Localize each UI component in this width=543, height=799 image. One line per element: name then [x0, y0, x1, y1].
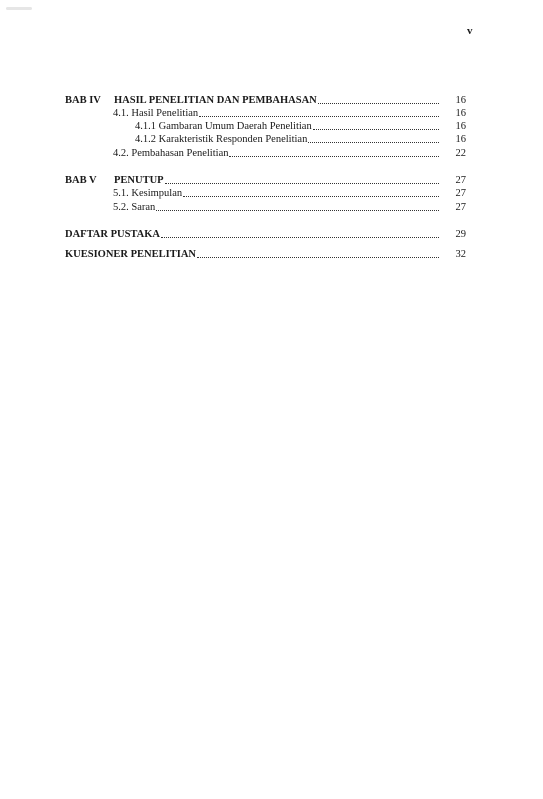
section-title: 5.2. Saran	[113, 202, 156, 213]
toc-entry-section-4-2[interactable]	[65, 147, 466, 160]
toc-entry-subsection-4-1-1[interactable]	[65, 120, 466, 133]
dot-leader	[229, 156, 439, 157]
page-ref: 32	[455, 249, 466, 260]
dot-leader	[197, 257, 439, 258]
chapter-number: BAB IV	[65, 95, 101, 106]
toc-entry-section-4-1[interactable]	[65, 107, 466, 120]
entry-title: DAFTAR PUSTAKA	[65, 229, 160, 240]
page-ref: 27	[455, 202, 466, 213]
toc-entry-bab-iv[interactable]	[65, 94, 466, 107]
chapter-title: PENUTUP	[114, 175, 164, 186]
dot-leader	[308, 142, 439, 143]
page-ref: 27	[455, 175, 466, 186]
chapter-number: BAB V	[65, 175, 97, 186]
dot-leader	[199, 116, 439, 117]
page-ref: 29	[455, 229, 466, 240]
page-ref: 27	[455, 188, 466, 199]
section-title: 5.1. Kesimpulan	[113, 188, 183, 199]
dot-leader	[165, 183, 439, 184]
section-title: 4.1. Hasil Penelitian	[113, 108, 199, 119]
dot-leader	[183, 196, 439, 197]
page-ref: 16	[455, 108, 466, 119]
scan-artifact	[6, 7, 32, 10]
dot-leader	[318, 103, 439, 104]
page-number: v	[467, 25, 473, 37]
toc-entry-section-5-2[interactable]	[65, 201, 466, 214]
dot-leader	[313, 129, 439, 130]
subsection-title: 4.1.1 Gambaran Umum Daerah Penelitian	[135, 121, 312, 132]
section-title: 4.2. Pembahasan Penelitian	[113, 148, 229, 159]
dot-leader	[156, 210, 439, 211]
toc-entry-section-5-1[interactable]	[65, 187, 466, 200]
toc-entry-kuesioner-penelitian[interactable]	[65, 248, 466, 261]
chapter-title: HASIL PENELITIAN DAN PEMBAHASAN	[114, 95, 317, 106]
entry-title: KUESIONER PENELITIAN	[65, 249, 196, 260]
page-ref: 16	[455, 95, 466, 106]
toc-entry-bab-v[interactable]	[65, 174, 466, 187]
page-ref: 16	[455, 121, 466, 132]
page-ref: 16	[455, 134, 466, 145]
subsection-title: 4.1.2 Karakteristik Responden Penelitian	[135, 134, 308, 145]
dot-leader	[161, 237, 439, 238]
toc-entry-subsection-4-1-2[interactable]	[65, 133, 466, 146]
page-ref: 22	[455, 148, 466, 159]
toc-entry-daftar-pustaka[interactable]	[65, 228, 466, 241]
